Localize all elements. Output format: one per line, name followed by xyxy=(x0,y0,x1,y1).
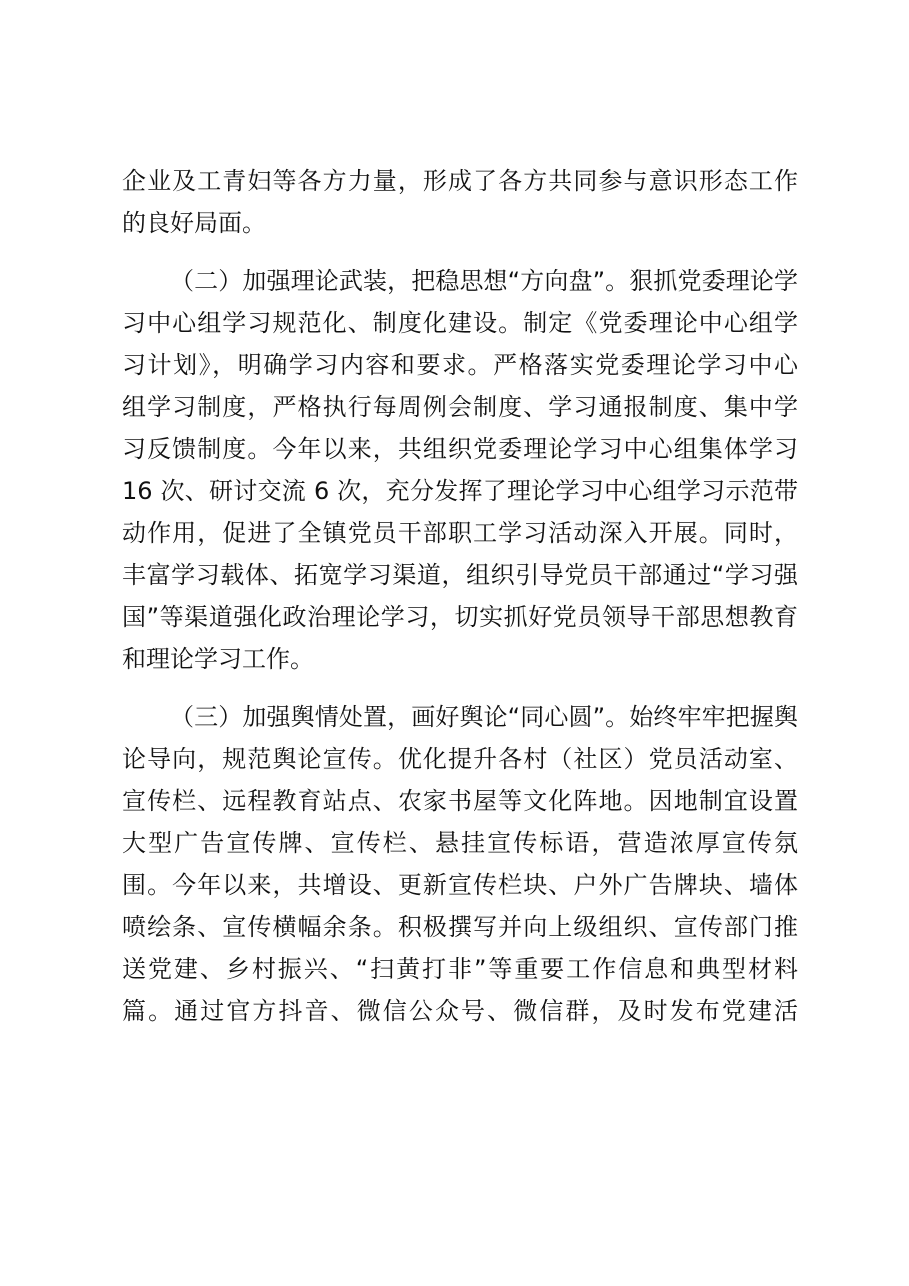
paragraph-2 xyxy=(122,260,798,680)
text-line: 和理论学习工作。 xyxy=(122,645,314,673)
text-line: 围。今年以来，共增设、更新宣传栏块、户外广告牌块、墙体 xyxy=(122,871,798,899)
text-line: 丰富学习载体、拓宽学习渠道，组织引导党员干部通过“学习强 xyxy=(122,561,798,589)
text-line: 喷绘条、宣传横幅余条。积极撰写并向上级组织、宣传部门推 xyxy=(122,913,798,941)
text-line: 企业及工青妇等各方力量，形成了各方共同参与意识形态工作 xyxy=(122,167,798,195)
text-line: 宣传栏、远程教育站点、农家书屋等文化阵地。因地制宜设置 xyxy=(122,787,798,815)
document-body xyxy=(122,160,798,1048)
text-line: 16 次、研讨交流 6 次，充分发挥了理论学习中心组学习示范带 xyxy=(122,477,798,505)
text-line: 的良好局面。 xyxy=(122,209,266,237)
text-line: 送党建、乡村振兴、“扫黄打非”等重要工作信息和典型材料 xyxy=(122,955,798,983)
text-line: 组学习制度，严格执行每周例会制度、学习通报制度、集中学 xyxy=(122,393,798,421)
paragraph-1 xyxy=(122,160,798,244)
text-line: 大型广告宣传牌、宣传栏、悬挂宣传标语，营造浓厚宣传氛 xyxy=(122,829,798,857)
text-line: （二）加强理论武装，把稳思想“方向盘”。狠抓党委理论学 xyxy=(170,267,798,295)
text-line: 国”等渠道强化政治理论学习，切实抓好党员领导干部思想教育 xyxy=(122,603,798,631)
text-line: 习中心组学习规范化、制度化建设。制定《党委理论中心组学 xyxy=(122,309,798,337)
text-line: 习反馈制度。今年以来，共组织党委理论学习中心组集体学习 xyxy=(122,435,798,463)
text-line: 习计划》，明确学习内容和要求。严格落实党委理论学习中心 xyxy=(122,351,798,379)
paragraph-3 xyxy=(122,696,798,1032)
text-line: 篇。通过官方抖音、微信公众号、微信群，及时发布党建活 xyxy=(122,997,798,1025)
text-line: 动作用，促进了全镇党员干部职工学习活动深入开展。同时， xyxy=(122,519,798,547)
text-line: （三）加强舆情处置，画好舆论“同心圆”。始终牢牢把握舆 xyxy=(170,703,798,731)
text-line: 论导向，规范舆论宣传。优化提升各村（社区）党员活动室、 xyxy=(122,745,798,773)
